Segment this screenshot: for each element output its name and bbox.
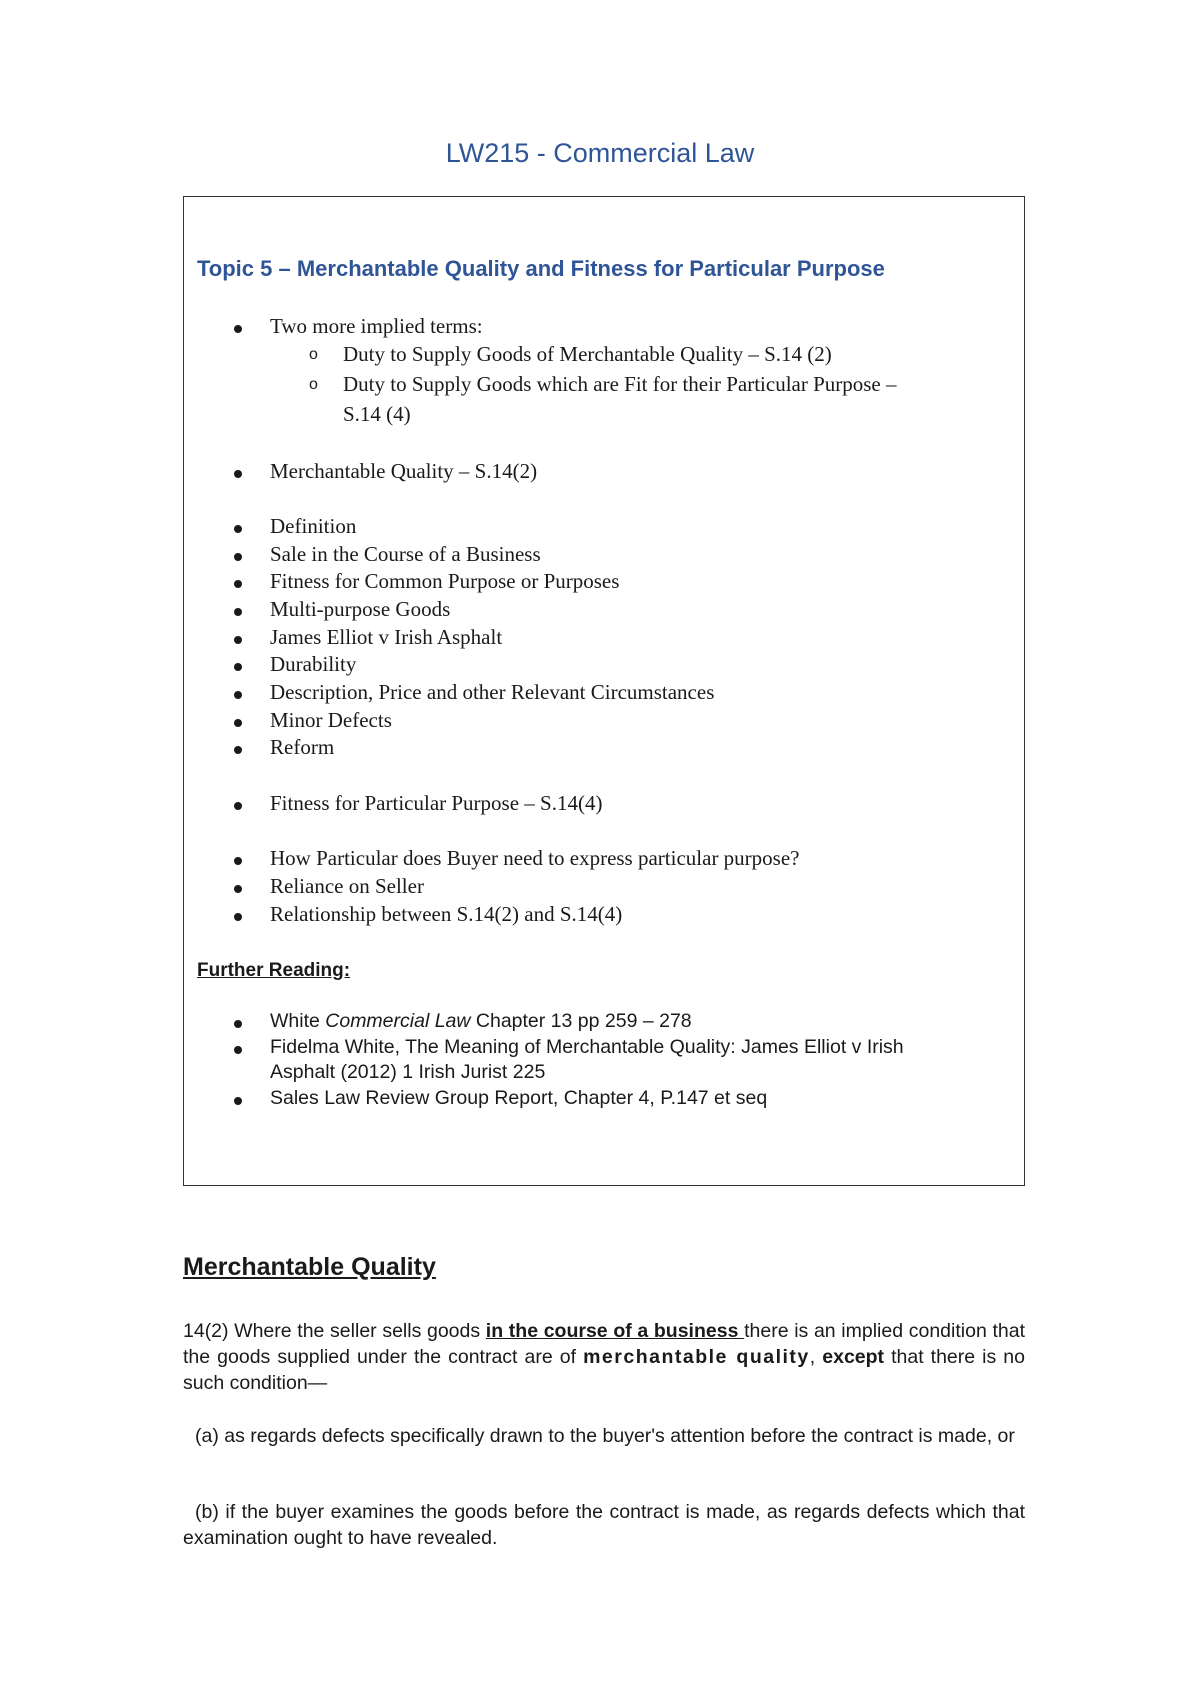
- list-item: Description, Price and other Relevant Circumstances: [270, 680, 715, 704]
- bullet-icon: [234, 608, 242, 616]
- list-item: Multi-purpose Goods: [270, 597, 451, 621]
- reading-item: White Commercial Law Chapter 13 pp 259 – 278: [270, 1010, 692, 1032]
- list-item: James Elliot v Irish Asphalt: [270, 625, 503, 649]
- bullet-icon: [234, 325, 242, 333]
- list-item: Sale in the Course of a Business: [270, 542, 541, 566]
- circle-bullet-icon: o: [309, 346, 318, 363]
- list-item: Fitness for Common Purpose or Purposes: [270, 569, 620, 593]
- list-item: Definition: [270, 514, 357, 538]
- bullet-icon: [234, 691, 242, 699]
- implied-terms-label: Two more implied terms:: [270, 314, 483, 338]
- list-item: Minor Defects: [270, 708, 392, 732]
- list-item: Reliance on Seller: [270, 874, 424, 898]
- reading-item: Sales Law Review Group Report, Chapter 4, P.147 et seq: [270, 1087, 768, 1109]
- bullet-icon: [234, 1020, 242, 1028]
- statute-paragraph: 14(2) Where the seller sells goods in the course of a business there is an implied condition that the goods supplied under the contract are of merchantable quality, except that there is no such condition—: [183, 1320, 1025, 1394]
- bullet-icon: [234, 913, 242, 921]
- statute-clause-a: (a) as regards defects specifically drawn to the buyer's attention before the contract is made, or: [195, 1425, 1015, 1447]
- topic-heading: Topic 5 – Merchantable Quality and Fitness for Particular Purpose: [197, 256, 885, 281]
- further-reading-label: Further Reading:: [197, 960, 351, 981]
- circle-bullet-icon: o: [309, 376, 318, 393]
- implied-term-item-continued: S.14 (4): [343, 402, 411, 426]
- bullet-icon: [234, 525, 242, 533]
- implied-term-item: Duty to Supply Goods of Merchantable Quality – S.14 (2): [343, 342, 832, 366]
- merchantable-quality-item: Merchantable Quality – S.14(2): [270, 459, 538, 483]
- bullet-icon: [234, 885, 242, 893]
- bullet-icon: [234, 1097, 242, 1105]
- bullet-icon: [234, 802, 242, 810]
- bullet-icon: [234, 663, 242, 671]
- reading-item: Fidelma White, The Meaning of Merchantable Quality: James Elliot v Irish: [270, 1036, 904, 1058]
- section-title: Merchantable Quality: [183, 1253, 436, 1281]
- fitness-purpose-item: Fitness for Particular Purpose – S.14(4): [270, 791, 603, 815]
- list-item: Durability: [270, 652, 357, 676]
- list-item: Relationship between S.14(2) and S.14(4): [270, 902, 623, 926]
- bullet-icon: [234, 470, 242, 478]
- implied-term-item: Duty to Supply Goods which are Fit for their Particular Purpose –: [343, 372, 897, 396]
- bullet-icon: [234, 857, 242, 865]
- bullet-icon: [234, 746, 242, 754]
- bullet-icon: [234, 636, 242, 644]
- bullet-icon: [234, 719, 242, 727]
- list-item: How Particular does Buyer need to express particular purpose?: [270, 846, 800, 870]
- reading-item-continued: Asphalt (2012) 1 Irish Jurist 225: [270, 1061, 546, 1083]
- document-title: LW215 - Commercial Law: [445, 138, 755, 168]
- bullet-icon: [234, 1046, 242, 1054]
- list-item: Reform: [270, 735, 335, 759]
- bullet-icon: [234, 553, 242, 561]
- statute-clause-b: (b) if the buyer examines the goods before the contract is made, as regards defects which that examination ought to have revealed.: [183, 1501, 1025, 1549]
- bullet-icon: [234, 580, 242, 588]
